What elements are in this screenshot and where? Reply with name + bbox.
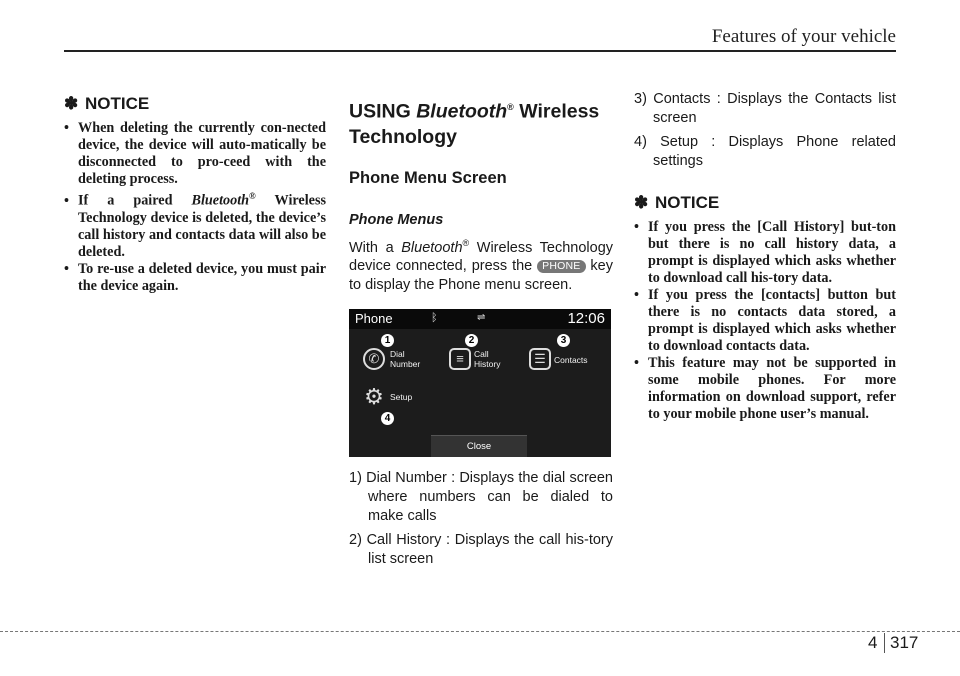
notice-bullet: • If you press the [contacts] button but there is no contacts data stored, a prompt is displayed which asks whether to download contacts data. [634,287,896,355]
notice-cross-icon: ✽ [64,94,79,113]
dial-phone-icon: ✆ [363,348,385,370]
call-label-line1: Call [474,349,489,360]
menu-item-description: 1) Dial Number : Displays the dial screen where numbers can be dialed to make calls [349,470,613,525]
notice-heading [634,193,896,213]
main-heading [349,95,613,150]
page-number: 317 [890,633,919,652]
notice-cross-icon: ✽ [634,193,649,212]
menu-items-list [349,469,613,569]
heading-line2: Technology [349,125,457,148]
notice-bullet: • If you press the [Call History] but-ton but there is no call history data, a prompt is displayed which asks whether to download call his-tory data. [634,219,896,287]
dial-label-line2: Number [390,359,421,370]
screen-title: Phone [355,311,393,327]
registered-mark: ® [249,191,256,201]
call-history-label [474,349,500,369]
page-separator [884,633,885,653]
notice-title-text: NOTICE [654,193,720,212]
marker-4: 4 [381,412,394,425]
bluetooth-icon: ᛒ [431,312,438,325]
setup-label: Setup [390,392,413,403]
notice-heading [64,94,326,114]
call-history-icon: ≡ [449,348,471,370]
heading-brand: Bluetooth [416,100,508,123]
section-title: Features of your vehicle [711,26,896,47]
notice-title-text: NOTICE [84,94,150,113]
heading-pre: USING [349,100,411,123]
header-rule [64,50,896,52]
dial-label-line1: Dial [390,349,405,360]
screen-close-button: Close [431,435,527,457]
screen-clock: 12:06 [567,310,605,328]
body-brand: Bluetooth [401,239,463,256]
notice-bullet [64,188,326,261]
chapter-number: 4 [868,633,878,652]
bluetooth-brand: Bluetooth [191,192,250,209]
bullet-after: Wireless [274,192,327,209]
bullet-prefix: If a paired [78,192,173,209]
phone-key-badge: PHONE [537,260,585,273]
marker-1: 1 [381,334,394,347]
phone-menu-screenshot [349,309,611,457]
usb-icon: ⇌ [477,312,486,324]
menu-items-list-cont [634,90,896,171]
marker-2: 2 [465,334,478,347]
contacts-icon: ☰ [529,348,551,370]
notice-list [634,219,896,423]
body-post: Wireless Technology device connected, press the [349,239,614,275]
call-label-line2: History [474,359,501,370]
body-end: key to display the Phone menu screen. [349,258,613,294]
dial-label [390,349,420,369]
left-column [64,90,326,295]
middle-column [349,90,613,574]
notice-list [64,120,326,295]
menu-item-description: 4) Setup : Displays Phone related settings [634,134,896,169]
body-paragraph [349,234,613,296]
body-pre: With a [349,239,394,256]
menu-item-description: 2) Call History : Displays the call his-tory list screen [349,532,613,568]
minor-heading: Phone Menus [349,211,444,228]
right-column [634,90,896,423]
marker-3: 3 [557,334,570,347]
notice-bullet: • When deleting the currently con-nected device, the device will auto-matically be disconnected to pro-ceed with the deleting process. [64,120,326,188]
setup-gear-icon: ⚙ [364,384,384,410]
registered-mark: ® [507,102,514,112]
registered-mark: ® [462,237,470,248]
heading-post: Wireless [519,100,600,123]
menu-item-description: 3) Contacts : Displays the Contacts list screen [634,91,896,126]
sub-heading: Phone Menu Screen [349,168,507,187]
contacts-label: Contacts [554,355,588,366]
notice-bullet: • This feature may not be supported in some mobile phones. For more information on download support, refer to your mobile phone user’s manual. [634,355,896,423]
bullet-rest: Technology device is deleted, the device’s call history and contacts data will also be deleted. [78,209,326,260]
footer-rule [0,631,960,632]
notice-bullet: • To re-use a deleted device, you must pair the device again. [64,261,326,295]
